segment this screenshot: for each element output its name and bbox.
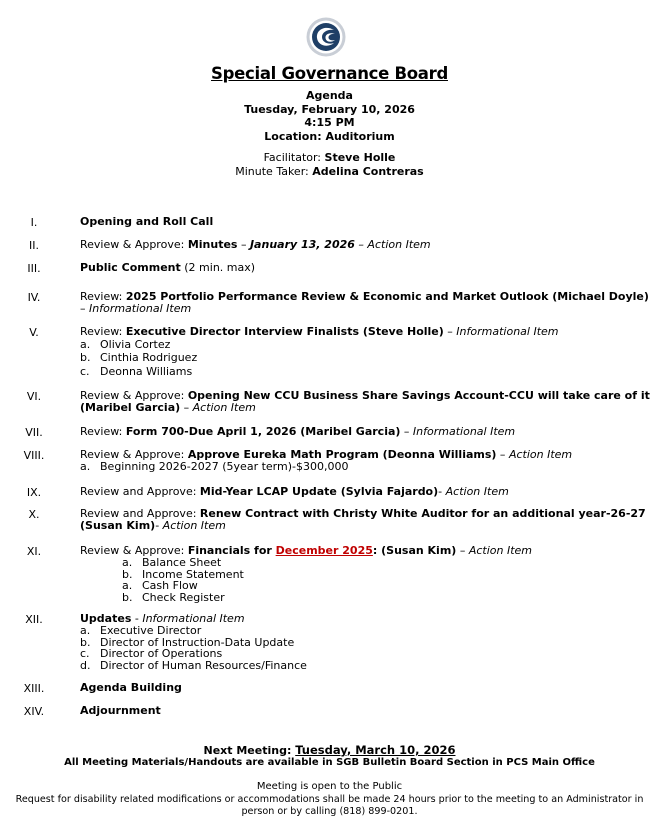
item-type: Informational Item	[456, 325, 559, 338]
item-dash: -	[155, 519, 163, 532]
public-notice: Meeting is open to the Public	[256, 781, 403, 792]
list-text: Deonna Williams	[100, 365, 193, 378]
item-number: V.	[29, 326, 39, 339]
list-text: Director of Human Resources/Finance	[100, 659, 307, 672]
item-number: XII.	[25, 613, 43, 626]
item-type: Action Item	[162, 519, 226, 532]
item-number: IV.	[27, 291, 41, 304]
list-letter: c.	[80, 647, 90, 660]
item-number: VI.	[26, 390, 42, 403]
location-value: Auditorium	[325, 130, 395, 143]
item-number: X.	[28, 508, 40, 521]
item-title: Mid-Year LCAP Update (Sylvia Fajardo)	[199, 485, 439, 498]
list-text: Executive Director	[100, 624, 202, 637]
item-title: Executive Director Interview Finalists (Steve Holle)	[125, 325, 444, 338]
item-text	[80, 326, 650, 338]
item-text	[80, 291, 650, 315]
minute-taker-name: Adelina Contreras	[312, 165, 424, 178]
item-prefix: Review:	[80, 290, 126, 303]
disability-notice-line-2: person or by calling (818) 899-0201.	[241, 806, 418, 817]
item-text	[80, 262, 650, 274]
facilitator-name: Steve Holle	[324, 151, 396, 164]
item-title: Opening and Roll Call	[80, 215, 214, 228]
list-text: Director of Instruction-Data Update	[100, 636, 295, 649]
list-text: Cinthia Rodriguez	[100, 351, 198, 364]
item-dash: –	[237, 238, 250, 251]
item-title: Minutes	[187, 238, 238, 251]
list-item	[80, 339, 170, 351]
facilitator-label: Facilitator:	[263, 151, 322, 164]
item-text	[80, 390, 650, 414]
item-title: Opening New CCU Business Share Savings Account-CCU will take care of it (Maribel Garcia)	[80, 389, 650, 414]
item-prefix: Review:	[80, 425, 126, 438]
list-item	[122, 580, 198, 592]
item-title: Approve Eureka Math Program (Deonna Williams)	[187, 448, 497, 461]
item-text	[80, 508, 650, 532]
list-item	[80, 660, 307, 672]
list-letter: a.	[122, 556, 133, 569]
list-letter: a.	[80, 624, 91, 637]
item-prefix: Review & Approve:	[80, 544, 188, 557]
item-number: XIV.	[23, 705, 45, 718]
item-number: VIII.	[23, 449, 45, 462]
item-dash: –	[496, 448, 509, 461]
item-note: (2 min. max)	[180, 261, 256, 274]
meeting-time: 4:15 PM	[304, 116, 355, 129]
list-letter: d.	[80, 659, 91, 672]
item-number: IX.	[26, 486, 42, 499]
list-item	[80, 461, 348, 473]
item-title: Public Comment	[80, 261, 181, 274]
item-dash: –	[456, 544, 469, 557]
item-dash: –	[180, 401, 193, 414]
list-letter: a.	[122, 579, 133, 592]
item-text	[80, 426, 650, 438]
next-meeting-line	[0, 743, 659, 757]
item-number: III.	[27, 262, 41, 275]
facilitator-line	[0, 151, 659, 164]
list-letter: a.	[80, 338, 91, 351]
list-text: Check Register	[142, 591, 225, 604]
item-text	[80, 216, 650, 228]
item-type: Action Item	[192, 401, 256, 414]
item-prefix: Review & Approve:	[80, 389, 188, 402]
meeting-location	[0, 130, 659, 143]
item-title: Adjournment	[80, 704, 161, 717]
minute-taker-label: Minute Taker:	[235, 165, 309, 178]
list-item	[80, 366, 192, 378]
item-type: Action Item	[508, 448, 573, 461]
list-letter: b.	[80, 636, 91, 649]
item-title: Form 700-Due April 1, 2026 (Maribel Garcia)	[125, 425, 401, 438]
item-title: Financials for	[187, 544, 276, 557]
materials-note: All Meeting Materials/Handouts are available in SGB Bulletin Board Section in PCS Main Office	[64, 757, 595, 768]
item-title: 2025 Portfolio Performance Review & Economic and Market Outlook (Michael Doyle)	[125, 290, 649, 303]
list-text: Income Statement	[142, 568, 244, 581]
item-date: January 13, 2026	[249, 238, 355, 251]
list-item	[80, 625, 201, 637]
item-dash: –	[400, 425, 413, 438]
item-prefix: Review & Approve:	[80, 448, 188, 461]
meeting-date: Tuesday, February 10, 2026	[244, 103, 415, 116]
item-number: XI.	[26, 545, 42, 558]
item-title: Agenda Building	[80, 681, 182, 694]
organization-logo-icon	[306, 17, 346, 57]
item-type: Informational Item	[142, 612, 245, 625]
item-dash: -	[131, 612, 143, 625]
item-text	[80, 239, 650, 251]
item-type: Informational Item	[89, 302, 192, 315]
minute-taker-line	[0, 165, 659, 178]
item-text	[80, 705, 650, 717]
item-prefix: Review:	[80, 325, 126, 338]
item-presenter: : (Susan Kim)	[372, 544, 457, 557]
list-letter: b.	[122, 568, 133, 581]
list-letter: b.	[122, 591, 133, 604]
item-prefix: Review and Approve:	[80, 507, 200, 520]
disability-notice-line-1: Request for disability related modifications or accommodations shall be made 24 hours prior to the meeting to an Administrator in	[15, 794, 644, 805]
item-text	[80, 486, 650, 498]
list-letter: b.	[80, 351, 91, 364]
item-prefix: Review & Approve:	[80, 238, 188, 251]
next-meeting-date: Tuesday, March 10, 2026	[295, 743, 456, 757]
list-letter: a.	[80, 460, 91, 473]
item-type: Action Item	[445, 485, 509, 498]
item-number: XIII.	[23, 682, 45, 695]
item-highlight-date: December 2025	[275, 544, 373, 557]
list-text: Olivia Cortez	[100, 338, 171, 351]
location-label: Location:	[264, 130, 322, 143]
page-title: Special Governance Board	[211, 64, 448, 83]
item-type: Action Item	[468, 544, 533, 557]
item-type: – Action Item	[354, 238, 431, 251]
item-title: Renew Contract with Christy White Auditor for an additional year-26-27 (Susan Kim)	[80, 507, 646, 532]
next-meeting-label: Next Meeting:	[203, 744, 292, 757]
list-item	[80, 648, 222, 660]
item-prefix: Review and Approve:	[80, 485, 200, 498]
list-text: Balance Sheet	[142, 556, 222, 569]
list-text: Director of Operations	[100, 647, 223, 660]
item-type: Informational Item	[412, 425, 516, 438]
item-number: VII.	[25, 426, 43, 439]
item-title: Updates	[80, 612, 132, 625]
list-letter: c.	[80, 365, 90, 378]
list-item	[80, 352, 197, 364]
item-dash: –	[443, 325, 457, 338]
item-dash: -	[438, 485, 446, 498]
list-text: Beginning 2026-2027 (5year term)-$300,000	[100, 460, 349, 473]
list-text: Cash Flow	[142, 579, 198, 592]
agenda-label: Agenda	[306, 89, 353, 102]
list-item	[122, 592, 225, 604]
item-text	[80, 682, 650, 694]
list-item	[122, 557, 221, 569]
item-number: I.	[30, 216, 38, 229]
item-dash: –	[80, 302, 89, 315]
item-number: II.	[29, 239, 39, 252]
